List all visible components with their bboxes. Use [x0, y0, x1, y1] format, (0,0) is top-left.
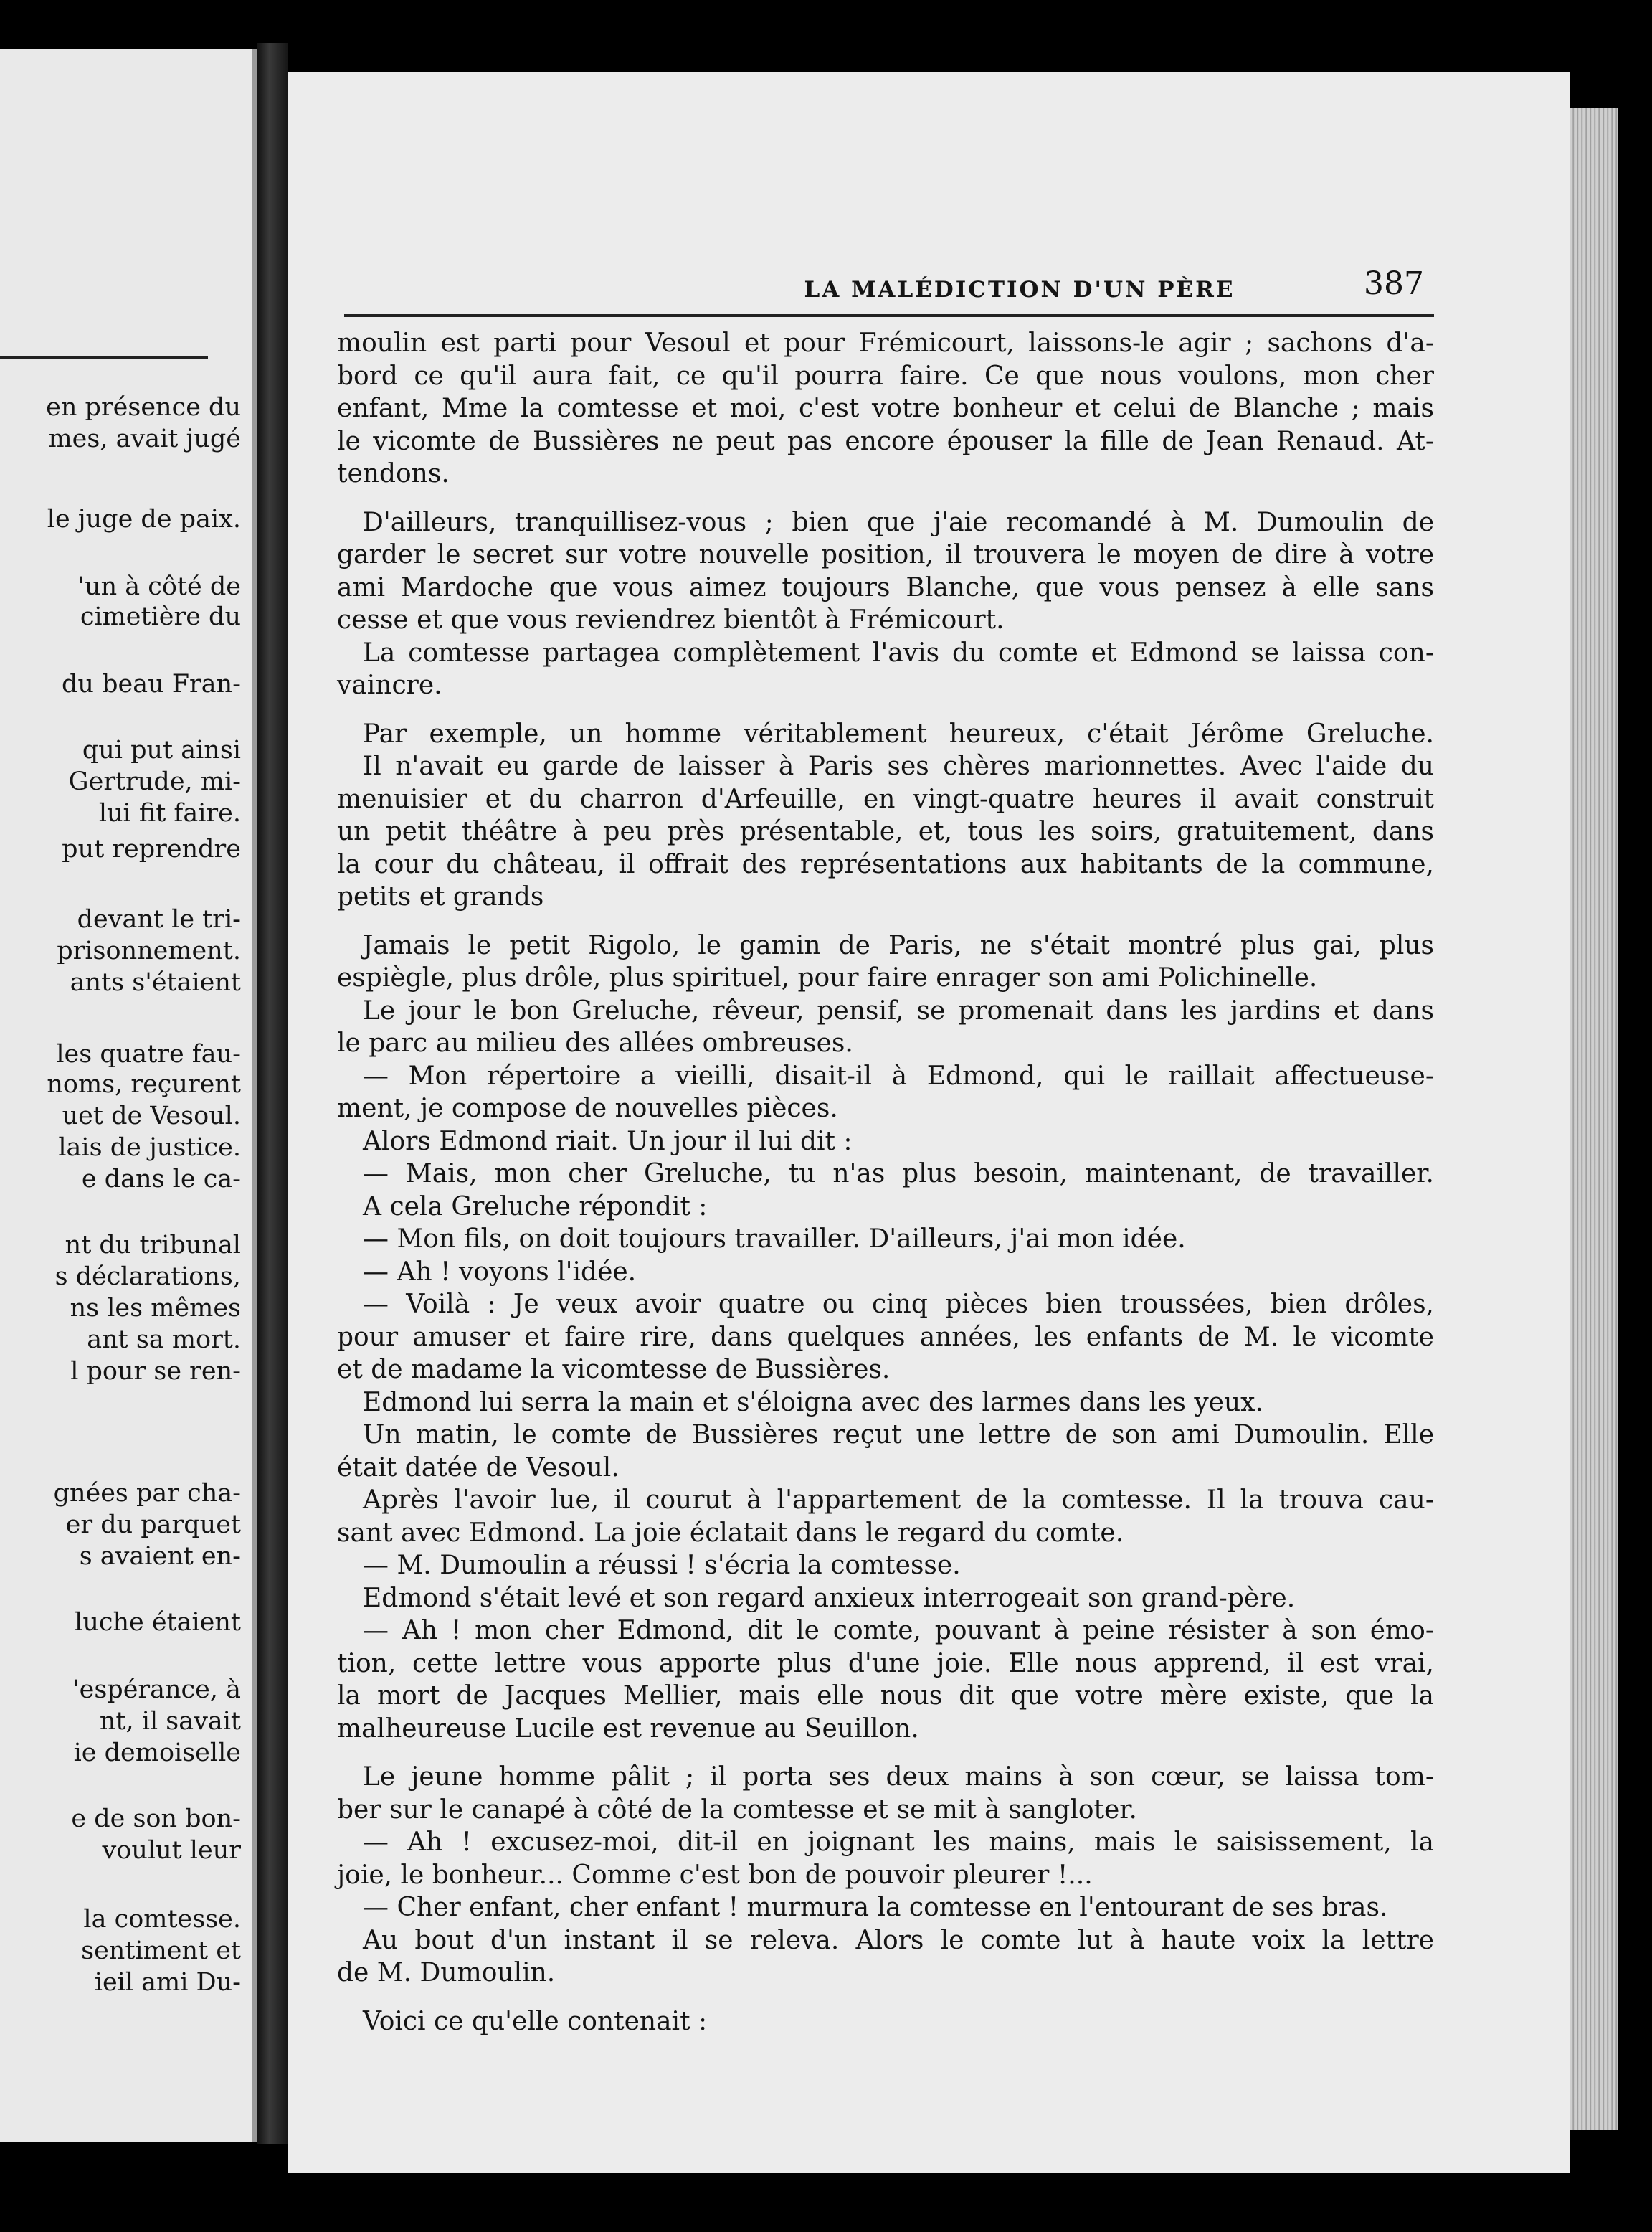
body-text [337, 327, 1434, 2038]
left-page-line: qui put ainsi [82, 736, 241, 765]
text-line: — M. Dumoulin a réussi ! s'écria la comtesse. [363, 1551, 961, 1580]
text-line: tion, cette lettre vous apporte plus d'une joie. Elle nous apprend, il est vrai, [337, 1648, 1434, 1678]
text-line: Le jeune homme pâlit ; il porta ses deux mains à son cœur, se laissa tom- [363, 1762, 1434, 1792]
left-page-line: ie demoiselle [73, 1739, 241, 1767]
text-line: un petit théâtre à peu près présentable, et, tous les soirs, gratuitement, dans [337, 817, 1434, 846]
left-page-line: ieil ami Du- [94, 1968, 241, 1997]
text-line: La comtesse partagea complètement l'avis du comte et Edmond se laissa con- [363, 638, 1434, 668]
text-line: ber sur le canapé à côté de la comtesse et se mit à sangloter. [337, 1794, 1137, 1825]
left-page-line: 'un à côté de [77, 572, 241, 601]
left-page-line: ant sa mort. [87, 1325, 241, 1354]
book-gutter [257, 43, 288, 2144]
text-line: Un matin, le comte de Bussières reçut une lettre de son ami Dumoulin. Elle [363, 1420, 1434, 1450]
page-number: 387 [1364, 265, 1424, 302]
left-page-line: mes, avait jugé [48, 425, 241, 453]
left-page-line: ns les mêmes [70, 1294, 241, 1323]
text-line: — Mon répertoire a vieilli, disait-il à Edmond, qui le raillait affectueuse- [363, 1061, 1434, 1091]
text-line: et de madame la vicomtesse de Bussières. [337, 1355, 891, 1384]
text-line: bord ce qu'il aura fait, ce qu'il pourra faire. Ce que nous voulons, mon cher [337, 361, 1434, 391]
left-page-line: prisonnement. [57, 937, 241, 965]
page-edges [1570, 108, 1618, 2130]
text-line: A cela Greluche répondit : [363, 1191, 708, 1221]
left-page-line: lais de justice. [58, 1133, 241, 1162]
text-line: de M. Dumoulin. [337, 1958, 556, 1987]
text-line: ami Mardoche que vous aimez toujours Blanche, que vous pensez à elle sans [337, 572, 1434, 602]
text-line: était datée de Vesoul. [337, 1452, 620, 1483]
text-line: — Ah ! voyons l'idée. [363, 1257, 637, 1287]
text-line: le vicomte de Bussières ne peut pas encore épouser la fille de Jean Renaud. At- [337, 426, 1434, 456]
text-line: moulin est parti pour Vesoul et pour Frémicourt, laissons-le agir ; sachons d'a- [337, 328, 1434, 358]
text-line: garder le secret sur votre nouvelle position, il trouvera le moyen de dire à votre [337, 540, 1434, 569]
text-line: ment, je compose de nouvelles pièces. [337, 1094, 838, 1123]
text-line: la cour du château, il offrait des représentations aux habitants de la commune, [337, 849, 1434, 879]
text-line: le parc au milieu des allées ombreuses. [337, 1028, 853, 1058]
text-line: — Ah ! mon cher Edmond, dit le comte, pouvant à peine résister à son émo- [363, 1616, 1434, 1645]
left-page-line: cimetière du [80, 602, 241, 631]
text-line: Il n'avait eu garde de laisser à Paris ses chères marionnettes. Avec l'aide du [363, 752, 1434, 781]
text-line: enfant, Mme la comtesse et moi, c'est votre bonheur et celui de Blanche ; mais [337, 394, 1434, 423]
text-line: — Mais, mon cher Greluche, tu n'as plus besoin, maintenant, de travailler. [363, 1159, 1434, 1188]
left-page-line: noms, reçurent [47, 1070, 241, 1099]
left-page-line: 'espérance, à [72, 1675, 241, 1704]
left-page-line: put reprendre [62, 835, 241, 864]
left-page-line: du beau Fran- [62, 670, 241, 699]
left-page-line: e de son bon- [71, 1805, 241, 1833]
text-line: — Voilà : Je veux avoir quatre ou cinq pièces bien troussées, bien drôles, [363, 1290, 1434, 1319]
text-line: Edmond lui serra la main et s'éloigna avec des larmes dans les yeux. [363, 1387, 1263, 1417]
left-page-line: l pour se ren- [70, 1357, 241, 1386]
text-line: Le jour le bon Greluche, rêveur, pensif, se promenait dans les jardins et dans [363, 996, 1434, 1026]
text-line: cesse et que vous reviendrez bientôt à Frémicourt. [337, 605, 1005, 635]
text-line: Après l'avoir lue, il courut à l'appartement de la comtesse. Il la trouva cau- [363, 1485, 1434, 1515]
text-line: Au bout d'un instant il se releva. Alors le comte lut à haute voix la lettre [363, 1925, 1434, 1955]
text-line: pour amuser et faire rire, dans quelques années, les enfants de M. le vicomte [337, 1322, 1434, 1352]
text-line: Jamais le petit Rigolo, le gamin de Paris, ne s'était montré plus gai, plus [363, 930, 1434, 960]
left-page-line: er du parquet [65, 1510, 241, 1539]
text-line: Edmond s'était levé et son regard anxieux interrogeait son grand-père. [363, 1583, 1296, 1613]
left-page-rule [0, 356, 208, 359]
text-line: vaincre. [337, 671, 442, 700]
text-line: — Mon fils, on doit toujours travailler. D'ailleurs, j'ai mon idée. [363, 1224, 1186, 1254]
left-page-line: voulut leur [102, 1836, 241, 1865]
left-page-line: ants s'étaient [70, 968, 241, 997]
text-line: sant avec Edmond. La joie éclatait dans le regard du comte. [337, 1518, 1124, 1548]
text-line: D'ailleurs, tranquillisez-vous ; bien que j'aie recomandé à M. Dumoulin de [363, 507, 1434, 537]
text-line: malheureuse Lucile est revenue au Seuillon. [337, 1713, 919, 1744]
left-page-line: la comtesse. [83, 1905, 241, 1934]
left-page-line: les quatre fau- [56, 1040, 241, 1069]
text-line: la mort de Jacques Mellier, mais elle nous dit que votre mère existe, que la [337, 1681, 1434, 1711]
left-page-line: s avaient en- [79, 1542, 241, 1571]
left-page [0, 49, 257, 2142]
left-page-line: nt du tribunal [65, 1231, 241, 1259]
text-line: — Ah ! excusez-moi, dit-il en joignant les mains, mais le saisissement, la [363, 1827, 1434, 1857]
header-rule [344, 314, 1434, 317]
running-head: LA MALÉDICTION D'UN PÈRE [804, 277, 1235, 303]
left-page-line: en présence du [46, 393, 241, 422]
left-page-line: luche étaient [75, 1608, 241, 1637]
text-line: Par exemple, un homme véritablement heureux, c'était Jérôme Greluche. [363, 719, 1434, 749]
left-page-line: s déclarations, [54, 1262, 241, 1291]
left-page-line: e dans le ca- [81, 1165, 241, 1193]
left-page-line: gnées par cha- [53, 1479, 241, 1508]
right-page [288, 72, 1570, 2173]
text-line: Alors Edmond riait. Un jour il lui dit : [363, 1126, 853, 1156]
left-page-line: le juge de paix. [47, 505, 241, 534]
text-line: petits et grands [337, 882, 544, 912]
left-page-line: lui fit faire. [98, 799, 241, 828]
left-page-line: nt, il savait [99, 1707, 241, 1736]
text-line: joie, le bonheur... Comme c'est bon de pouvoir pleurer !... [337, 1860, 1093, 1890]
text-line: — Cher enfant, cher enfant ! murmura la comtesse en l'entourant de ses bras. [363, 1893, 1388, 1922]
text-line: Voici ce qu'elle contenait : [363, 2006, 708, 2036]
text-line: espiègle, plus drôle, plus spirituel, pour faire enrager son ami Polichinelle. [337, 963, 1318, 993]
left-page-line: devant le tri- [77, 905, 241, 934]
left-page-line: Gertrude, mi- [68, 767, 241, 796]
text-line: tendons. [337, 459, 450, 488]
left-page-line: uet de Vesoul. [62, 1102, 241, 1130]
left-page-line: sentiment et [81, 1937, 241, 1965]
text-line: menuisier et du charron d'Arfeuille, en vingt-quatre heures il avait construit [337, 784, 1434, 814]
